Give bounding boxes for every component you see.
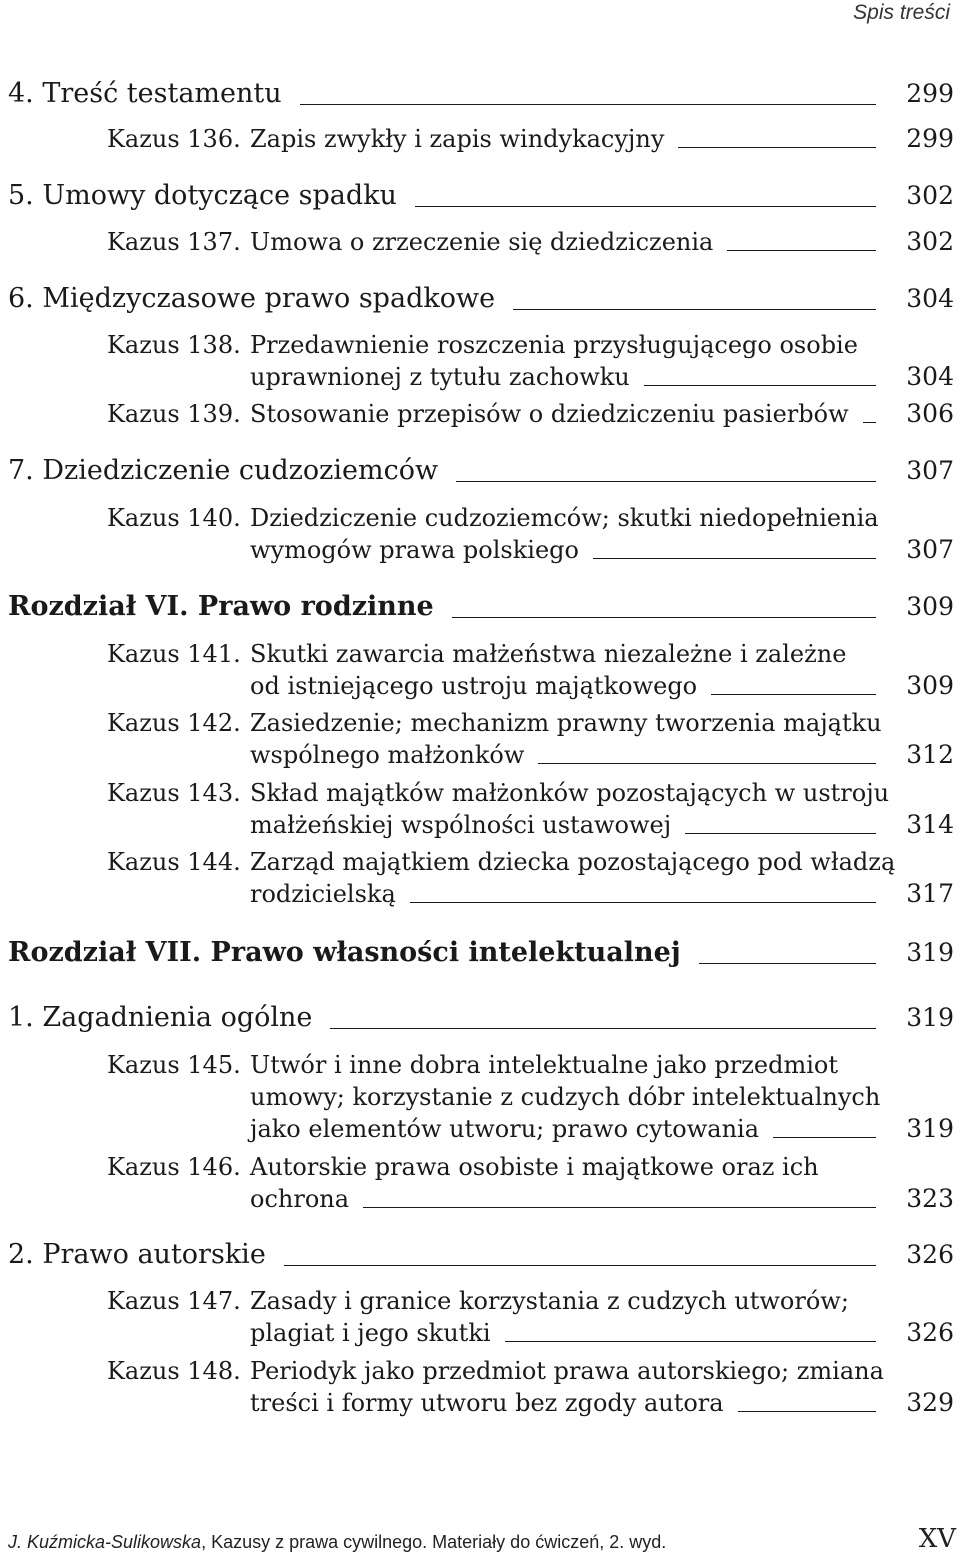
page-number: 302 <box>906 227 954 256</box>
dot-leader <box>410 901 876 903</box>
kazus-title-line <box>250 707 882 739</box>
footer-author: J. Kuźmicka-Sulikowska <box>8 1532 202 1552</box>
dot-leader <box>678 146 876 148</box>
kazus-title-line <box>250 398 876 430</box>
kazus-title <box>250 846 896 910</box>
kazus-title-text: Skutki zawarcia małżeństwa niezależne i zależne <box>250 640 847 668</box>
page-number: 319 <box>906 1003 954 1032</box>
kazus-label: Kazus 147. <box>107 1287 241 1315</box>
kazus-title <box>250 1151 876 1215</box>
page-number: 309 <box>906 592 954 621</box>
page-number: 299 <box>906 124 954 153</box>
kazus-title-line <box>250 1355 884 1387</box>
kazus-title-text: Autorskie prawa osobiste i majątkowe oraz ich <box>250 1153 819 1181</box>
kazus-title <box>250 1049 881 1145</box>
kazus-title-line <box>250 638 876 670</box>
kazus-title-line <box>250 1285 876 1317</box>
chapter-title <box>8 591 888 623</box>
section-title <box>8 180 888 212</box>
title-text: 5. Umowy dotyczące spadku <box>8 180 397 211</box>
page-number: 317 <box>906 879 954 908</box>
title-text: 1. Zagadnienia ogólne <box>8 1002 313 1033</box>
kazus-label: Kazus 136. <box>107 125 241 153</box>
kazus-title-text: małżeńskiej wspólności ustawowej <box>250 811 672 839</box>
section-title <box>8 1002 888 1034</box>
kazus-label: Kazus 140. <box>107 504 241 532</box>
kazus-title-text: Przedawnienie roszczenia przysługującego osobie <box>250 331 858 359</box>
kazus-title <box>250 398 876 430</box>
dot-leader <box>456 480 876 482</box>
dot-leader <box>415 205 876 207</box>
kazus-title <box>250 1285 876 1349</box>
kazus-title-text: uprawnionej z tytułu zachowku <box>250 363 630 391</box>
footer-book-title: , Kazusy z prawa cywilnego. Materiały do ćwiczeń, 2. wyd. <box>201 1532 667 1552</box>
title-text: 6. Międzyczasowe prawo spadkowe <box>8 283 496 314</box>
title-text: Rozdział VI. Prawo rodzinne <box>8 591 434 622</box>
page-number: 306 <box>906 399 954 428</box>
kazus-title-line <box>250 1317 876 1349</box>
kazus-label: Kazus 139. <box>107 400 241 428</box>
kazus-label: Kazus 141. <box>107 640 241 668</box>
footer-page-number: XV <box>918 1524 956 1554</box>
dot-leader <box>538 762 876 764</box>
kazus-title-text: jako elementów utworu; prawo cytowania <box>250 1115 760 1143</box>
dot-leader <box>300 103 876 105</box>
kazus-title-text: Skład majątków małżonków pozostających w ustroju <box>250 779 890 807</box>
kazus-title-text: Stosowanie przepisów o dziedziczeniu pasierbów <box>250 400 849 428</box>
title-text: 2. Prawo autorskie <box>8 1239 266 1270</box>
dot-leader <box>505 1340 876 1342</box>
kazus-title-line <box>250 534 876 566</box>
dot-leader <box>513 308 876 310</box>
kazus-title <box>250 638 876 702</box>
page-number: 312 <box>906 740 954 769</box>
page-number: 329 <box>906 1388 954 1417</box>
page-number: 326 <box>906 1240 954 1269</box>
page-number: 309 <box>906 671 954 700</box>
kazus-title-text: rodzicielską <box>250 880 396 908</box>
dot-leader <box>773 1136 876 1138</box>
dot-leader <box>685 832 876 834</box>
page-number: 326 <box>906 1318 954 1347</box>
kazus-title-text: od istniejącego ustroju majątkowego <box>250 672 698 700</box>
kazus-title-line <box>250 1387 876 1419</box>
kazus-title-text: Zarząd majątkiem dziecka pozostającego pod władzą <box>250 848 896 876</box>
kazus-title-text: wspólnego małżonków <box>250 741 525 769</box>
kazus-title-line <box>250 1113 876 1145</box>
kazus-title-line <box>250 809 876 841</box>
section-title <box>8 283 888 315</box>
kazus-label: Kazus 144. <box>107 848 241 876</box>
dot-leader <box>738 1410 876 1412</box>
dot-leader <box>644 384 876 386</box>
section-title <box>8 455 888 487</box>
dot-leader <box>593 557 876 559</box>
kazus-label: Kazus 146. <box>107 1153 241 1181</box>
kazus-title-line <box>250 739 876 771</box>
kazus-title-line <box>250 123 876 155</box>
kazus-title-line <box>250 1081 881 1113</box>
kazus-label: Kazus 145. <box>107 1051 241 1079</box>
kazus-title-text: plagiat i jego skutki <box>250 1319 491 1347</box>
kazus-title <box>250 329 876 393</box>
kazus-label: Kazus 142. <box>107 709 241 737</box>
title-text: 4. Treść testamentu <box>8 78 282 109</box>
footer-citation <box>8 1532 666 1553</box>
kazus-title-text: Utwór i inne dobra intelektualne jako przedmiot <box>250 1051 838 1079</box>
kazus-title-line <box>250 777 890 809</box>
dot-leader <box>452 616 876 618</box>
kazus-title <box>250 226 876 258</box>
kazus-title <box>250 1355 884 1419</box>
dot-leader <box>363 1206 876 1208</box>
kazus-title-text: Zasiedzenie; mechanizm prawny tworzenia majątku <box>250 709 882 737</box>
section-title <box>8 1239 888 1271</box>
page-number: 302 <box>906 181 954 210</box>
kazus-title-line <box>250 878 876 910</box>
kazus-title <box>250 502 879 566</box>
kazus-title-text: Zasady i granice korzystania z cudzych utworów; <box>250 1287 849 1315</box>
kazus-title-line <box>250 226 876 258</box>
kazus-title-line <box>250 361 876 393</box>
kazus-label: Kazus 138. <box>107 331 241 359</box>
page-number: 299 <box>906 79 954 108</box>
kazus-title-text: ochrona <box>250 1185 350 1213</box>
dot-leader <box>330 1027 876 1029</box>
kazus-title <box>250 123 876 155</box>
kazus-title-text: Dziedziczenie cudzoziemców; skutki niedopełnienia <box>250 504 879 532</box>
title-text: Rozdział VII. Prawo własności intelektualnej <box>8 937 681 968</box>
kazus-title-line <box>250 1151 876 1183</box>
dot-leader <box>284 1264 876 1266</box>
kazus-title-line <box>250 1049 876 1081</box>
kazus-title-text: umowy; korzystanie z cudzych dóbr intelektualnych <box>250 1083 881 1111</box>
kazus-title-line <box>250 670 876 702</box>
kazus-title-line <box>250 329 876 361</box>
page-number: 304 <box>906 284 954 313</box>
dot-leader <box>711 693 876 695</box>
page-number: 314 <box>906 810 954 839</box>
running-head: Spis treści <box>853 1 950 24</box>
page-number: 304 <box>906 362 954 391</box>
page-number: 319 <box>906 938 954 967</box>
kazus-title-text: wymogów prawa polskiego <box>250 536 579 564</box>
page-number: 323 <box>906 1184 954 1213</box>
kazus-title <box>250 707 882 771</box>
kazus-title <box>250 777 890 841</box>
kazus-title-text: Zapis zwykły i zapis windykacyjny <box>250 125 665 153</box>
dot-leader <box>863 421 876 423</box>
kazus-title-line <box>250 1183 876 1215</box>
kazus-title-text: treści i formy utworu bez zgody autora <box>250 1389 724 1417</box>
dot-leader <box>699 962 876 964</box>
kazus-label: Kazus 137. <box>107 228 241 256</box>
page-number: 319 <box>906 1114 954 1143</box>
kazus-title-line <box>250 502 879 534</box>
title-text: 7. Dziedziczenie cudzoziemców <box>8 455 439 486</box>
dot-leader <box>727 249 876 251</box>
chapter-title <box>8 937 888 969</box>
section-title <box>8 78 888 110</box>
kazus-label: Kazus 148. <box>107 1357 241 1385</box>
kazus-title-text: Umowa o zrzeczenie się dziedziczenia <box>250 228 714 256</box>
kazus-label: Kazus 143. <box>107 779 241 807</box>
kazus-title-text: Periodyk jako przedmiot prawa autorskiego; zmiana <box>250 1357 884 1385</box>
page-number: 307 <box>906 456 954 485</box>
page-number: 307 <box>906 535 954 564</box>
kazus-title-line <box>250 846 896 878</box>
